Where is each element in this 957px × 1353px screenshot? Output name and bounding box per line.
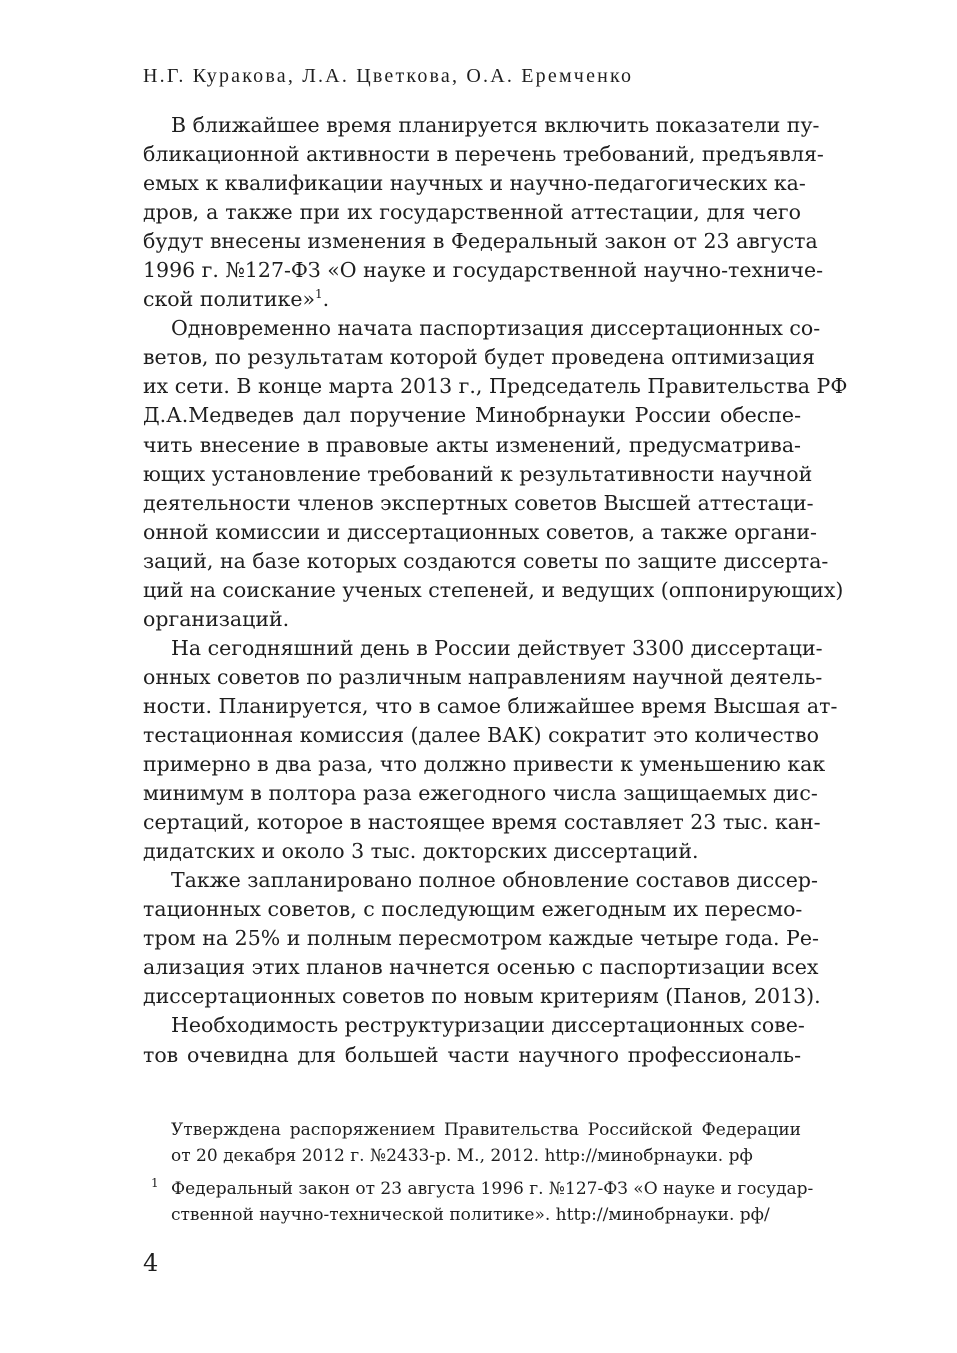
text-line: сертаций, которое в настоящее время составляет 23 тыс. кан-	[143, 810, 821, 835]
text-line: онной комиссии и диссертационных советов, а также органи-	[143, 519, 817, 544]
text-line-with-footnote	[143, 285, 801, 314]
text-line: На сегодняшний день в России действует 3300 диссертаци-	[171, 635, 823, 660]
footnote-line: Утверждена распоряжением Правительства Российской Федерации	[171, 1120, 801, 1140]
text-line: Д.А.Медведев дал поручение Минобрнауки России обеспе-	[143, 403, 801, 428]
text-line: ности. Планируется, что в самое ближайшее время Высшая ат-	[143, 693, 838, 718]
paragraph-3	[143, 634, 838, 866]
running-header-authors: Н.Г. Куракова, Л.А. Цветкова, О.А. Еремченко	[143, 65, 634, 87]
text-line: организаций.	[143, 606, 290, 631]
text-line: дидатских и около 3 тыс. докторских диссертаций.	[143, 839, 699, 864]
text-line: тром на 25% и полным пересмотром каждые четыре года. Ре-	[143, 926, 819, 951]
text-line: емых к квалификации научных и научно-педагогических ка-	[143, 171, 806, 196]
paragraph-4	[143, 866, 821, 1011]
text-line: онных советов по различным направлениям научной деятель-	[143, 664, 823, 689]
text-line: 1996 г. №127-ФЗ «О науке и государственной научно-техниче-	[143, 258, 824, 283]
paragraph-5	[143, 1011, 805, 1069]
footnote-1	[143, 1176, 814, 1228]
text-line-period: .	[322, 287, 330, 312]
text-line: чить внесение в правовые акты изменений, предусматрива-	[143, 432, 801, 457]
text-line: ющих установление требований к результативности научной	[143, 461, 813, 486]
footnote-continuation	[143, 1117, 801, 1169]
text-line: тестационная комиссия (далее ВАК) сократит это количество	[143, 722, 819, 747]
paragraph-1	[143, 111, 824, 314]
text-line: примерно в два раза, что должно привести к уменьшению как	[143, 752, 826, 777]
text-line: В ближайшее время планируется включить показатели пу-	[171, 113, 820, 137]
text-line: Также запланировано полное обновление составов диссер-	[171, 868, 818, 893]
text-line: ций на соискание ученых степеней, и ведущих (оппонирующих)	[143, 577, 844, 602]
text-line: заций, на базе которых создаются советы по защите диссерта-	[143, 548, 829, 573]
text-line: Одновременно начата паспортизация диссертационных со-	[171, 316, 821, 341]
footnote-marker: 1	[151, 1176, 159, 1190]
text-line: диссертационных советов по новым критериям (Панов, 2013).	[143, 984, 821, 1009]
footnote-reference: 1	[315, 287, 323, 302]
footnote-line: от 20 декабря 2012 г. №2433-р. М., 2012. http://минобрнауки. рф	[171, 1146, 753, 1166]
text-line-text: ской политике»	[143, 287, 315, 312]
text-line: бликационной активности в перечень требований, предъявля-	[143, 142, 824, 167]
text-line: ветов, по результатам которой будет проведена оптимизация	[143, 345, 815, 370]
text-line: минимум в полтора раза ежегодного числа защищаемых дис-	[143, 781, 818, 806]
text-line: тационных советов, с последующим ежегодным их пересмо-	[143, 897, 803, 922]
paragraph-2	[143, 314, 848, 634]
text-line: деятельности членов экспертных советов Высшей аттестаци-	[143, 490, 814, 515]
text-line: их сети. В конце марта 2013 г., Председатель Правительства РФ	[143, 374, 848, 399]
body-text	[143, 111, 848, 1070]
footnotes	[143, 1117, 814, 1228]
footnote-line: ственной научно-технической политике». http://минобрнауки. рф/	[171, 1205, 770, 1225]
text-line: будут внесены изменения в Федеральный закон от 23 августа	[143, 229, 818, 254]
text-line: ализация этих планов начнется осенью с паспортизации всех	[143, 955, 819, 980]
footnote-line: Федеральный закон от 23 августа 1996 г. №127-ФЗ «О науке и государ-	[171, 1179, 814, 1199]
page-number: 4	[143, 1249, 159, 1277]
text-line: Необходимость реструктуризации диссертационных сове-	[171, 1013, 805, 1038]
text-line: дров, а также при их государственной аттестации, для чего	[143, 200, 801, 225]
text-line: тов очевидна для большей части научного профессиональ-	[143, 1042, 801, 1067]
